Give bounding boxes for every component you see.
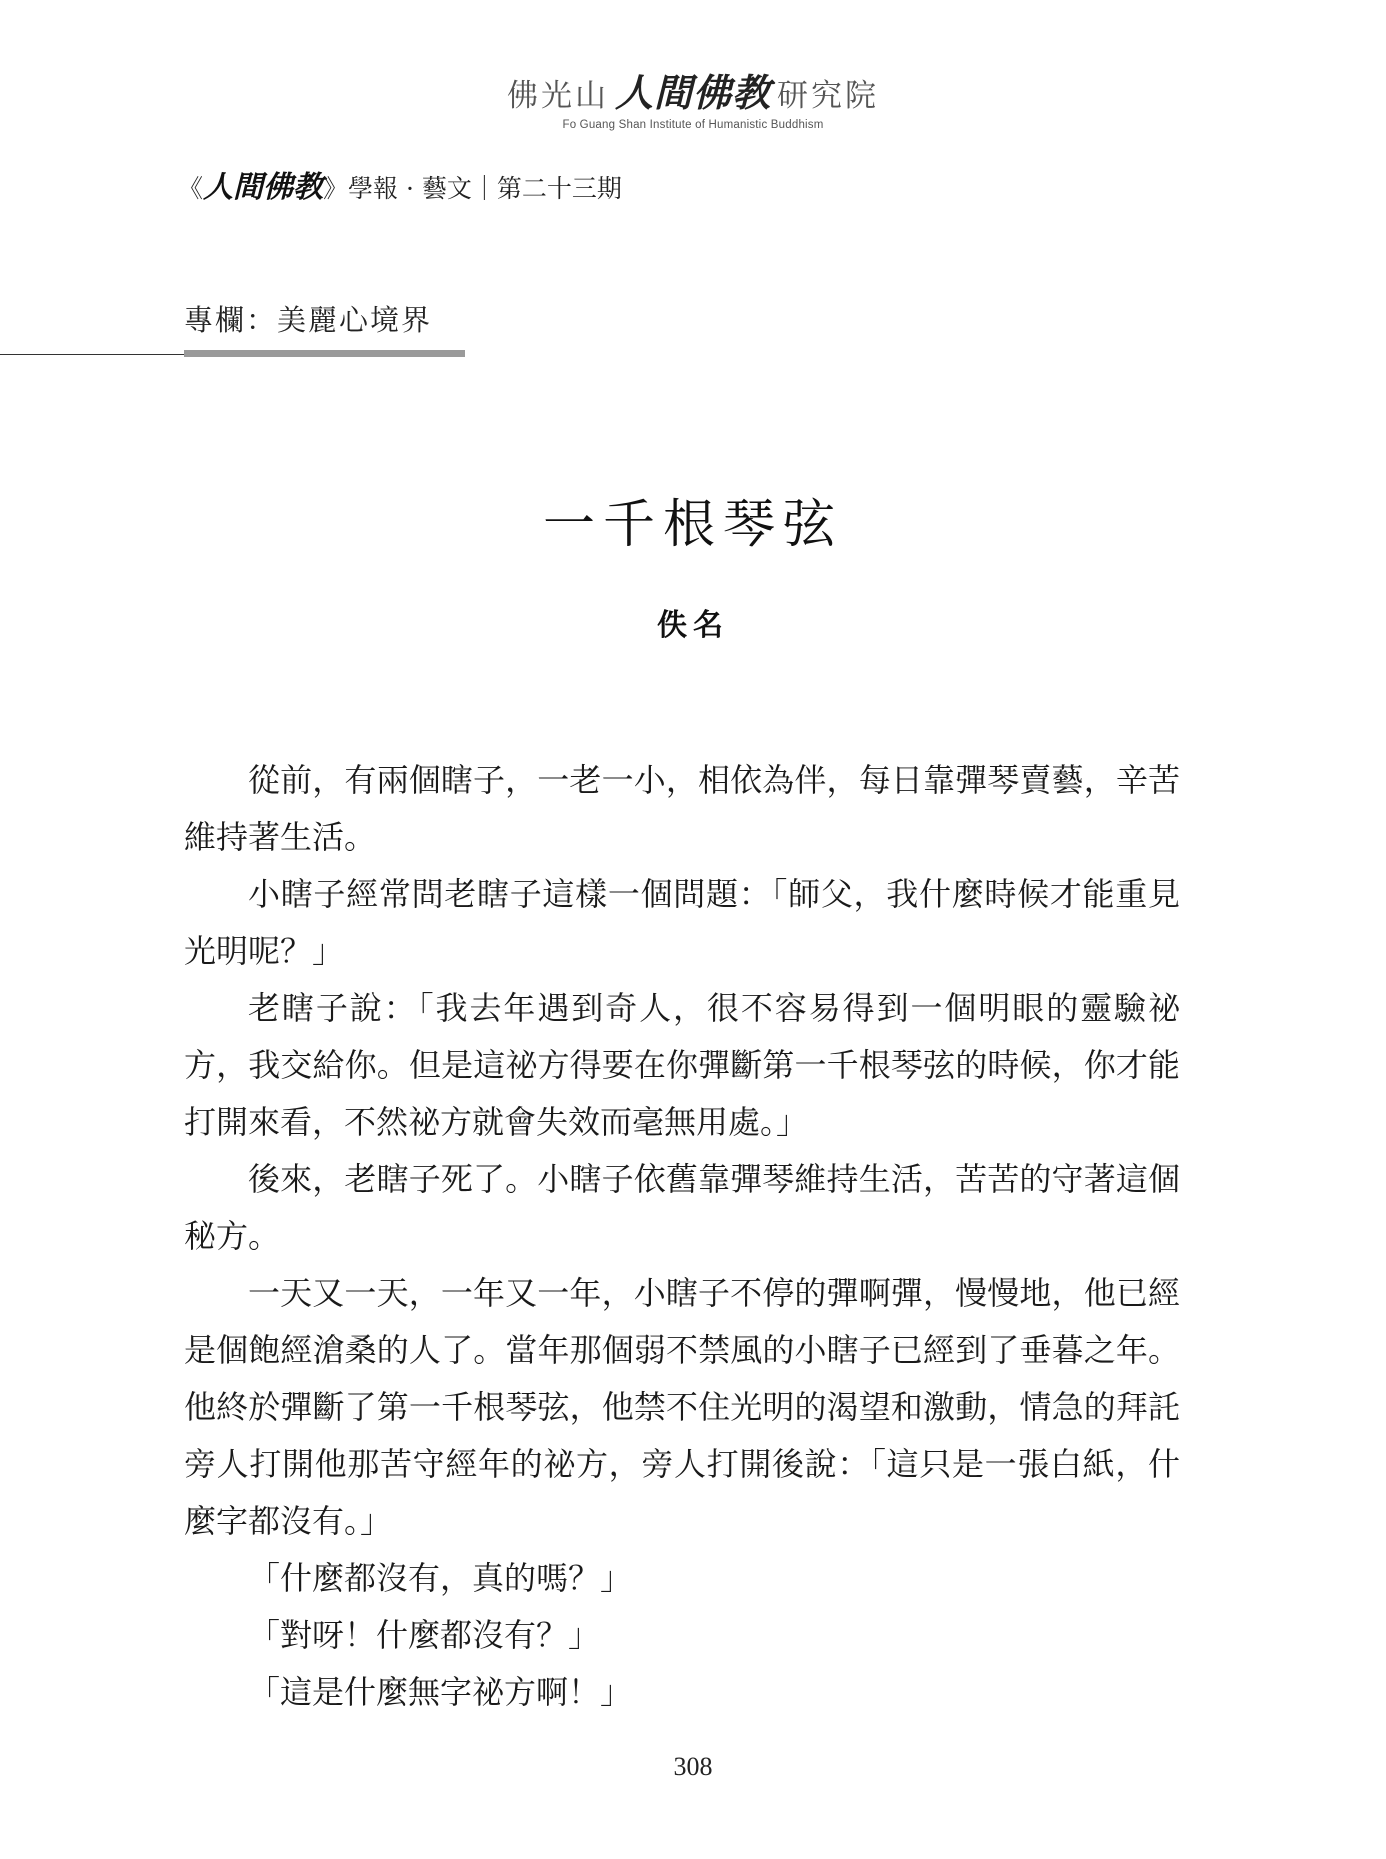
article-body xyxy=(184,752,1180,1721)
journal-header xyxy=(178,162,622,206)
journal-open-bracket: 《 xyxy=(178,174,204,203)
column-underline-bar xyxy=(184,350,465,357)
institute-brand-logo: 人間佛教 xyxy=(614,71,771,115)
page-number: 308 xyxy=(673,1752,713,1781)
institute-header xyxy=(0,62,1386,131)
article-author: 佚名 xyxy=(657,608,729,643)
paragraph: 小瞎子經常問老瞎子這樣一個問題：「師父，我什麼時候才能重見光明呢？」 xyxy=(184,875,1180,970)
paragraph: 老瞎子說：「我去年遇到奇人，很不容易得到一個明眼的靈驗祕方，我交給你。但是這祕方得要在你彈斷第一千根琴弦的時候，你才能打開來看，不然祕方就會失效而毫無用處。」 xyxy=(184,989,1180,1141)
institute-name xyxy=(0,62,1386,117)
institute-english-name: Fo Guang Shan Institute of Humanistic Buddhism xyxy=(562,119,824,131)
paragraph: 「這是什麼無字祕方啊！」 xyxy=(248,1673,633,1711)
institute-prefix: 佛光山 xyxy=(506,78,609,114)
paragraph: 後來，老瞎子死了。小瞎子依舊靠彈琴維持生活，苦苦的守著這個秘方。 xyxy=(184,1160,1180,1255)
column-label: 專欄：美麗心境界 xyxy=(184,303,433,337)
institute-suffix: 研究院 xyxy=(777,78,879,114)
paragraph: 「什麼都沒有，真的嗎？」 xyxy=(248,1559,633,1597)
journal-issue-info: 》學報 · 藝文｜第二十三期 xyxy=(323,174,622,203)
paragraph: 一天又一天，一年又一年，小瞎子不停的彈啊彈，慢慢地，他已經是個飽經滄桑的人了。當年那個弱不禁風的小瞎子已經到了垂暮之年。他終於彈斷了第一千根琴弦，他禁不住光明的渴望和激動，情急的拜託旁人打開他那苦守經年的祕方，旁人打開後說：「這只是一張白紙，什麼字都沒有。」 xyxy=(184,1274,1180,1540)
article-title: 一千根琴弦 xyxy=(542,495,843,555)
journal-brand-logo: 人間佛教 xyxy=(203,170,324,205)
paragraph: 「對呀！什麼都沒有？」 xyxy=(248,1616,601,1654)
paragraph: 從前，有兩個瞎子，一老一小，相依為伴，每日靠彈琴賣藝，辛苦維持著生活。 xyxy=(184,761,1180,856)
